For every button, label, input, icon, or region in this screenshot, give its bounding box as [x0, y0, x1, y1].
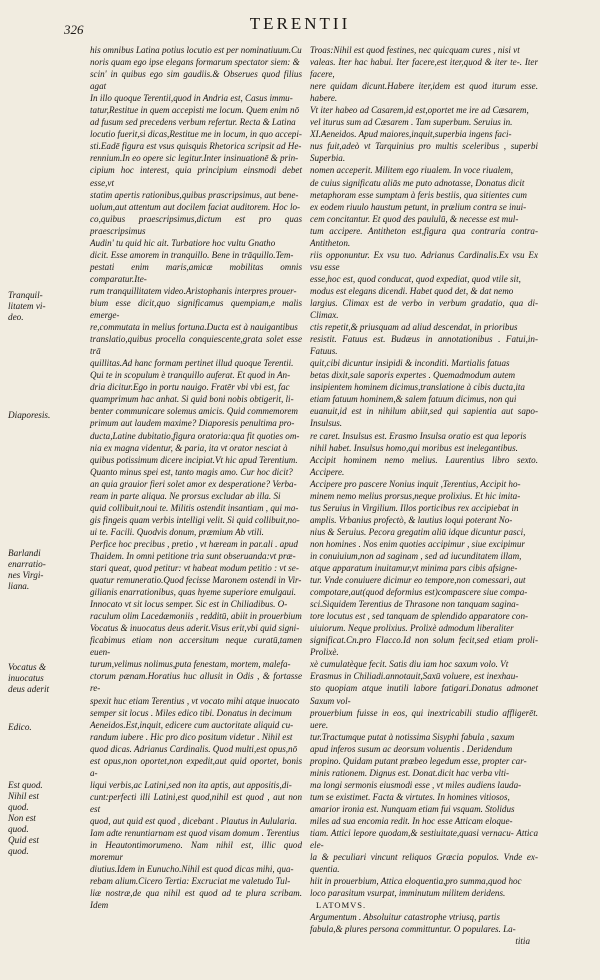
text-line: Thaidem. In omni petitione tria sunt obseruanda:vt præ-	[90, 550, 296, 561]
text-line: vel iturus sum ad Cæsarem . Tam superbum. Seruius in.	[310, 117, 513, 128]
text-line: ctorum pænam.Horatius huc allusit in Odis , & fortasse re-	[90, 671, 302, 694]
text-line: tum se existimet. Facta & virtutes. In homines vitiosos,	[310, 791, 510, 802]
text-line: XI.Aeneidos. Apud maiores,inquit,superbia ingens faci-	[310, 129, 512, 140]
text-line: quibus potissimum dicere incipiat.Vt hic apud Terentium.	[90, 454, 298, 465]
text-line: riis opponuntur. Ex vsu tuo. Adrianus Cardinalis.Ex vsu Ex vsu esse	[310, 249, 538, 272]
margin-note: Est quod. Nihil est quod. Non est quod. Quid est quod.	[8, 780, 43, 856]
text-line: uolum,aut attentum aut docilem faciat auditorem. Hoc lo-	[90, 201, 301, 212]
text-line: modus est elegans dicendi. Habet quod det, & dat nemo	[310, 285, 514, 296]
text-line: Perfice hoc precibus , pretio , vt hæream in par.ali . apud	[90, 538, 298, 549]
text-line: propino. Quidam putant præbeo legedum esse, propter car-	[310, 755, 527, 766]
text-line: euanuit,id est in nihilum abiit,sed qui sapientia aut sapo- Insulsus.	[310, 406, 538, 429]
text-line: nius & Seruius. Pecora gregatim aliū idque dicuntur pasci,	[310, 526, 526, 537]
text-line: nus fuit,adeò vt Tarquinius pro multis sceleribus , superbi Superbia.	[310, 141, 538, 164]
text-line: gis fingeis quam verbis intelligi velit. Si quid collibuit,no-	[90, 514, 300, 525]
text-line: quamprimum hac anhat. Si quid boni nobis obtigerit, li-	[90, 394, 294, 405]
text-line: pestati enim maris,amicæ mobilitas omnis comparatur.Ite-	[90, 261, 302, 284]
text-line: minis rationem. Dignus est. Donat.dicit hac verba vlti-	[310, 767, 510, 778]
text-line: quatur remuneratio.Quod fecisse Maronem ostendi in Vir-	[90, 575, 302, 586]
catchword: titia	[515, 936, 530, 947]
text-line: ream in parte aliqua. Ne prorsus excludar ab illa. Si	[90, 490, 281, 501]
text-line: statim apertis rationibus,quibus prascripsimus, aut bene-	[90, 189, 299, 200]
text-line: significat.Cn.pro Flacco.Id non solum fecit,sed etiam proli- Prolixè.	[310, 635, 538, 658]
text-line: betas dixit,sale saporis expertes . Quemadmodum autem	[310, 370, 516, 381]
text-line: quod, aut quid est quod , dicebant . Plautus in Aulularia.	[90, 816, 297, 826]
text-line: Accipit hominem nemo melius. Laurentius libro sexto. Accipere.	[310, 454, 538, 477]
text-line: esse,hoc est, quod conducat, quod expediat, quod vtile sit,	[310, 273, 521, 284]
text-line: co,quibus praescripsimus,dictum est pro quas praescripsimus	[90, 213, 302, 236]
text-line: ma longi sermonis eiusmodi esse , vt miles audiens lauda-	[310, 779, 522, 790]
text-line: tur. Vnde conuiuere dicimur eo tempore,non comessari, aut	[310, 575, 526, 586]
text-line: non homines . Nos enim quoties accipimur , siue excipimur	[310, 538, 525, 549]
margin-note: Diaporesis.	[8, 410, 51, 420]
text-line: uiuiorum. Neque prolixius. Prolixè admodum liberaliter	[310, 623, 514, 634]
text-line: amarior ironia est. Nunquam etiam fui vsquam. Stolidus	[310, 803, 515, 814]
text-line: quit,cibi dicuntur insipidi & inconditi. Martialis fatuas	[310, 358, 510, 369]
text-line: ui te. Facili. Quodvis donum, præmium Ab vtili.	[90, 526, 264, 537]
text-line: tur.Tractumque putat à notissima Sisyphi fabula , saxum	[310, 731, 515, 742]
text-line: resistit. Fatuus est. Budæus in annotationibus . Fatui,in- Fatuus.	[310, 334, 538, 357]
text-line: rum tranquillitatem video.Aristophanis interpres prouer-	[90, 285, 297, 296]
text-line: stari queat, quod petitur: vt habeat modum petitio : vt se-	[90, 563, 299, 574]
text-line: tatur,Restitue in quem accepisti me locum. Quem enim nō	[90, 105, 300, 116]
text-line: turum,velimus nolimus,puta fenestam, mortem, malefa-	[90, 659, 291, 670]
text-line: Erasmus in Chiliadi.annotauit,Saxū voluere, est inexhau-	[310, 671, 519, 682]
text-line: nomen acceperit. Militem ego riualem. In voce riualem,	[310, 165, 514, 176]
text-line: ex eodem riuulo haustum petunt, in prælium contra se inui-	[310, 201, 527, 212]
text-line: rennium.In eo opere sic legitur.Inter insinuationē & prin-	[90, 153, 299, 164]
text-line: amplis. Vrbanius profectò, & lautius loqui poterant No-	[310, 514, 513, 525]
text-line: randum iubere . Hic pro dico positum videtur . Nihil est	[90, 731, 293, 742]
text-line: benter communicare solemus amicis. Quid commemorem	[90, 406, 298, 417]
text-line: in Heautontimorumeno. Nam nihil est, illic quod moremur	[90, 840, 302, 863]
text-line: Aeneidos.Est,inquit, edicere cum auctoritate aliquid cu-	[90, 719, 294, 730]
text-line: locutio fuerit,si dicas,Restitue me in locum, in quo accepi-	[90, 129, 302, 140]
text-line: prouerbium fuisse in eos, qui inextricabili studio affligerēt. uere.	[310, 707, 538, 730]
text-line: compotare,aut(quod deformius est)compascere siue compa-	[310, 587, 528, 598]
text-line: Troas:Nihil est quod festines, nec quicquam cures , nisi vt	[310, 45, 520, 55]
text-line: dria dicitur.Ego in portu nauigo. Fratēr vbi vbi est, fac	[90, 382, 290, 393]
text-line: Iam adte renuntiarnam est quod visam domum . Terentius	[90, 828, 300, 839]
text-line: largius. Climax est de verbo in verbum gradatio, qua di- Climax.	[310, 297, 538, 321]
text-line: hiit in prouerbium, Attica eloquentia,pro summa,quod hoc	[310, 876, 522, 887]
text-line: rebam alium.Cicero Tertia: Excruciat me valetudo Tul-	[90, 876, 291, 887]
text-line: scin' in quibus ego sim gaudiis.& Obserues quod filius agat	[90, 69, 302, 92]
text-line: quod dicas. Adrianus Cardinalis. Quod multi,est opus,nō	[90, 743, 298, 754]
text-line: valeas. Iter hac habui. Iter facere,est iter,quod & iter te-. Iter facere,	[310, 57, 538, 80]
text-line: ficabimus etiam non accersitum neque curatū,tamen euen-	[90, 635, 302, 658]
text-line: translatio,quibus procella conquiescente,grata solet esse trā	[90, 334, 302, 357]
text-line: quid collibuit,noui te. Militis ostendit insantiam , qui ma-	[90, 502, 299, 513]
text-line: ducta,Latine dubitatio,figura oratoria:qua fit quoties om-	[90, 430, 300, 441]
text-line: ad fusum sed precedens verbum refertur. Recta & Latina	[90, 117, 296, 128]
text-line: Argumentum . Absoluitur catastrophe vtriusq, partis	[310, 912, 500, 923]
text-line: gilianis enarrationibus, quas hyeme superiore emulgaui.	[90, 587, 297, 598]
text-line: semper sit locus . Miles edico tibi. Donatus in decimum	[90, 707, 292, 718]
text-line: miles ad sua encomia redit. In hoc esse Atticam eloque-	[310, 816, 513, 826]
text-line: nia ex magna videntur, & paria, ita vt orator nesciat à	[90, 442, 288, 453]
text-line: sci.Siquidem Terentius de Thrasone non tanquam sagina-	[310, 599, 519, 610]
text-line: nihil habet. Insulsus homo,qui moribus est inelegantibus.	[310, 442, 518, 453]
text-line: tus Seruius in Virgilium. Illos porticibus rex accipiebat in	[310, 502, 519, 513]
text-line: Quanto minus spei est, tanto magis amo. Cur hoc dicit?	[90, 466, 293, 477]
text-line: loco parasitum vsurpat, imminutum militem deridens.	[310, 888, 506, 899]
text-line: cipium hoc interest, quia principium einsmodi debet esse,vt	[90, 165, 302, 188]
margin-note: Barlandi enarratio- nes Virgi- liana.	[8, 548, 46, 591]
text-line: Vt iter habeo ad Casarem,id est,oportet me ire ad Cæsarem,	[310, 105, 529, 116]
text-line: insipientem hominem dicimus,translatione à cibis ducta,ita	[310, 382, 525, 393]
margin-note: Edico.	[8, 722, 32, 732]
text-line: xè cumulatèque fecit. Satis diu iam hoc saxum volo. Vt	[310, 659, 509, 670]
text-line: In illo quoque Terentii,quod in Andria est, Casus immu-	[90, 93, 293, 104]
text-line: minem nemo melius prorsus,neque prolixius. Et hic imita-	[310, 490, 521, 501]
text-line: quillitas.Ad hanc formam pertinet illud quoque Terentii.	[90, 358, 294, 369]
page-number: 326	[64, 22, 84, 37]
text-line: Vocatus & inuocatus deus aderit.Visus erit,vbi quid signi-	[90, 623, 300, 634]
running-head: TERENTII	[249, 14, 351, 33]
text-line: etiam fatuum hominem,& salem fatuum dicimus, non qui	[310, 394, 517, 405]
text-line: sto quopiam atque inutili labore fatigari.Donatus admonet Saxum vol-	[310, 683, 538, 706]
text-line: apud inferos susum ac deorsum voluentis . Deridendum	[310, 743, 513, 754]
text-line: est opus,non oportet,non expedit,aut quid oportet, bonis a-	[90, 755, 302, 778]
text-line: liqui verbis,ac Latini,sed non ita aptis, aut appositis,di-	[90, 779, 292, 790]
text-line: sti.Eadē figura est vsus quisquis Rhetorica scripsit ad He-	[90, 141, 302, 152]
left-text-column	[90, 44, 302, 911]
text-line: Innocato vt sit locus semper. Sic est in Chiliadibus. O-	[90, 599, 288, 610]
text-line: bium esse dicit,quo significamus quempiam,e malis emerge-	[90, 297, 302, 321]
text-line: in conuiuium,non ad saginam , sed ad iucunditatem illam,	[310, 550, 522, 561]
text-line: tiam. Attici lepore quodam,& sestiuitate,quasi vernacu- Attica ele-	[310, 828, 538, 851]
text-line: nere quidam dicunt.Habere iter,idem est quod iturum esse. habere.	[310, 81, 538, 104]
text-line: Accipere pro pascere Nonius inquit ,Terentius, Accipit ho-	[310, 478, 521, 489]
text-line: noris quam ego ipse elegans formarum spectator siem: &	[90, 57, 300, 68]
text-line: spexit huc etiam Terentius , vt vocato mihi atque inuocato	[90, 695, 300, 706]
margin-note: Vocatus & inuocatus deus aderit	[8, 662, 50, 694]
speaker-heading: LATOMVS.	[316, 900, 367, 911]
text-line: liæ nostræ,de qua nihil est quod ad te plura scribam. Idem	[90, 888, 302, 911]
text-line: cem concitantur. Et quod des paululū, & necesse est mul-	[310, 213, 519, 224]
text-line: raculum olim Lacedæmoniis , redditū, abiit in prouerbium	[90, 611, 302, 622]
text-line: re caret. Insulsus est. Erasmo Insulsa oratio est qua leporis	[310, 430, 527, 441]
text-line: cunt:perfecti illi Latini,est quod,nihil est quod , aut non est	[90, 791, 302, 814]
text-line: an quia grauior fieri solet amor ex desperatione? Verba-	[90, 478, 297, 489]
text-line: Audin' tu quid hic ait. Turbatiore hoc vultu Gnatho	[90, 237, 276, 248]
text-line: ctis repetit,& priusquam ad aliud descendat, in prioribus	[310, 322, 518, 333]
text-line: fabula,& plures persona committuntur. O populares. La-	[310, 924, 516, 935]
text-line: re,commutata in melius fortuna.Ducta est à nauigantibus	[90, 322, 298, 333]
text-line: primum aut laudem maxime? Diaporesis penultima pro-	[90, 418, 295, 429]
text-line: tum accipere. Antitheton est,figura qua contraria contra- Antitheton.	[310, 225, 538, 248]
text-line: atque apparatum inuitamur,vt minima pars cibis afsigne-	[310, 563, 518, 574]
text-line: his omnibus Latina potius locutio est per nominatiuum.Cu	[90, 45, 302, 55]
text-line: de cuius significatu aliās me puto adnotasse, Donatus dicit	[310, 177, 525, 188]
right-text-column	[310, 44, 538, 948]
margin-note: Tranquil- litatem vi- deo.	[8, 290, 46, 322]
text-line: Qui te in scopulum è tranquillo auferat. Et quod in An-	[90, 370, 291, 381]
text-line: dicit. Esse amorem in tranquillo. Bene in trāquillo.Tem-	[90, 249, 294, 260]
text-line: tore locutus est , sed tanquam de splendido apparatore con-	[310, 611, 529, 622]
text-line: la & peculiari vincunt reliquos Græcia populos. Vnde ex- quentia.	[310, 852, 538, 875]
text-line: diutius.Idem in Eunucho.Nihil est quod dicas mihi, qua-	[90, 864, 294, 875]
text-line: metaphoram esse sumptam à feris bestiis, qua sitientes cum	[310, 189, 527, 200]
